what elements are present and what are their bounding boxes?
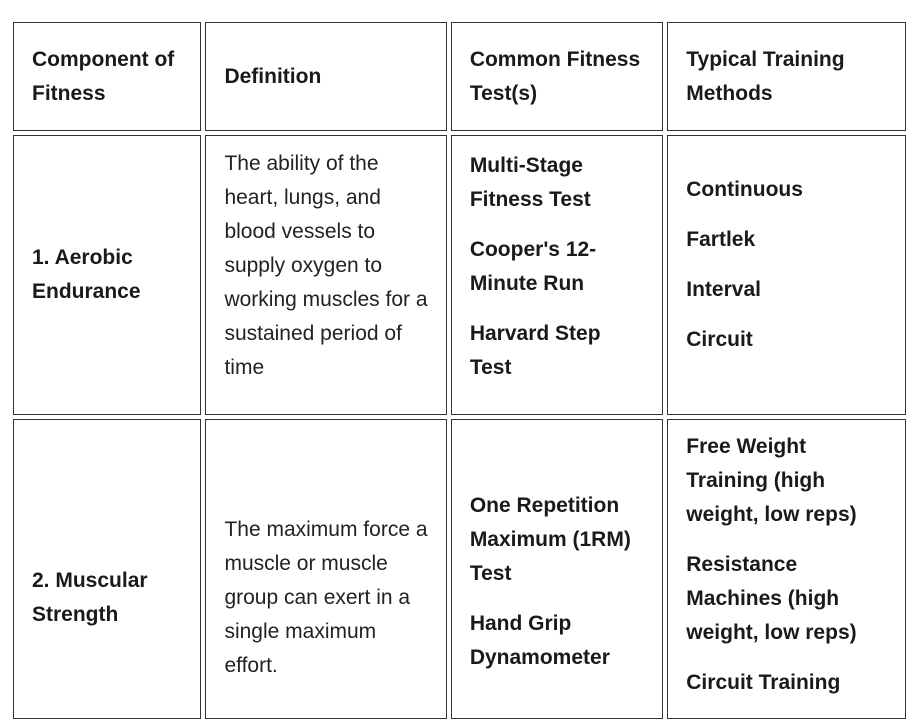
table-header-row [13, 22, 906, 131]
test-item: Harvard Step Test [469, 322, 601, 379]
method-item: Fartlek [686, 228, 756, 251]
method-item: Circuit [686, 328, 753, 351]
table-row [13, 135, 906, 415]
test-item: Multi-Stage Fitness Test [469, 154, 591, 211]
methods-cell [667, 419, 906, 719]
method-item: Free Weight Training (high weight, low reps) [686, 435, 857, 526]
methods-cell [667, 135, 906, 415]
fitness-components-table [9, 18, 906, 723]
definition-cell: The maximum force a muscle or muscle group can exert in a single maximum effort. [205, 419, 446, 719]
test-item: Hand Grip Dynamometer [469, 612, 610, 669]
method-item: Continuous [686, 178, 803, 201]
table-row [13, 419, 906, 719]
tests-cell [451, 419, 663, 719]
method-item: Circuit Training [686, 671, 841, 694]
tests-cell [451, 135, 663, 415]
test-item: One Repetition Maximum (1RM) Test [469, 494, 631, 585]
component-cell: 1. Aerobic Endurance [13, 135, 201, 415]
header-definition: Definition [205, 22, 446, 131]
method-item: Resistance Machines (high weight, low reps) [686, 553, 857, 644]
header-component: Component of Fitness [13, 22, 201, 131]
definition-cell: The ability of the heart, lungs, and blood vessels to supply oxygen to working muscles for a sustained period of time [205, 135, 446, 415]
header-training-methods: Typical Training Methods [667, 22, 906, 131]
method-item: Interval [686, 278, 761, 301]
test-item: Cooper's 12-Minute Run [469, 238, 597, 295]
component-cell: 2. Muscular Strength [13, 419, 201, 719]
header-fitness-tests: Common Fitness Test(s) [451, 22, 663, 131]
